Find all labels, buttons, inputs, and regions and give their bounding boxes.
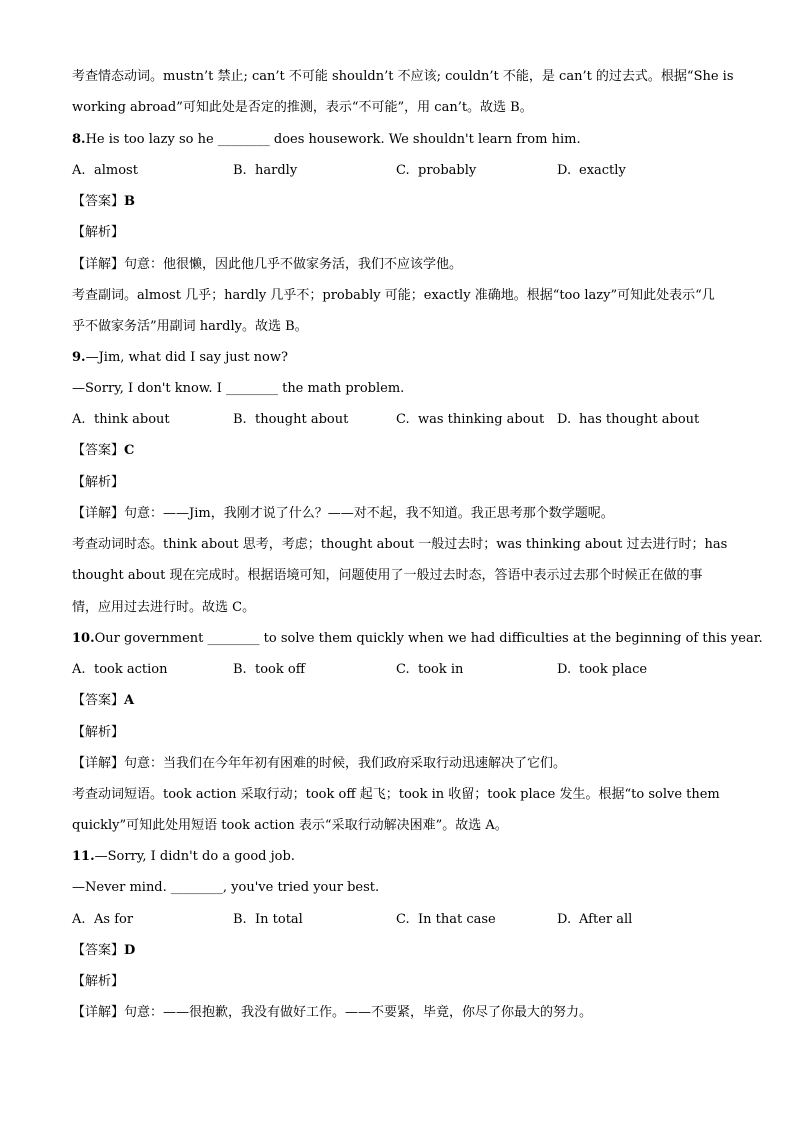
answer-value: C [124, 443, 135, 458]
answer-line: 【答案】D [72, 943, 136, 958]
answer-value: B [124, 194, 136, 209]
option-a: A. As for [72, 912, 134, 927]
option-c: C. was thinking about [396, 412, 545, 427]
option-c: C. took in [396, 662, 464, 677]
answer-line: 【答案】A [72, 693, 135, 708]
explanation-line: 情，应用过去进行时。故选 C。 [72, 600, 256, 615]
option-c: C. In that case [396, 912, 496, 927]
option-d: D. has thought about [557, 412, 700, 427]
question-9 [72, 350, 288, 366]
option-b: B. In total [233, 912, 303, 927]
explanation-line: thought about 现在完成时。根据语境可知，问题使用了一般过去时态，答语中表示过去那个时候正在做的事 [72, 568, 703, 583]
question-text: —Jim, what did I say just now? [85, 350, 288, 365]
option-d: D. took place [557, 662, 648, 677]
option-b: B. thought about [233, 412, 349, 427]
option-a: A. think about [72, 412, 170, 427]
detail-line: 【详解】句意：——很抱歉，我没有做好工作。——不要紧，毕竟，你尽了你最大的努力。 [72, 1005, 593, 1020]
question-text: —Sorry, I don't know. I ________ the math problem. [72, 381, 405, 396]
question-text: —Sorry, I didn't do a good job. [94, 849, 295, 864]
analysis-label: 【解析】 [72, 475, 125, 490]
explanation-line: 乎不做家务活”用副词 hardly。故选 B。 [72, 319, 308, 334]
explanation-line: 考查动词时态。think about 思考，考虑；thought about 一般过去时；was thinking about 过去进行时；has [72, 537, 728, 552]
analysis-label: 【解析】 [72, 225, 125, 240]
analysis-label: 【解析】 [72, 725, 125, 740]
explanation-line: working abroad”可知此处是否定的推测，表示“不可能”，用 can’t。故选 B。 [72, 100, 533, 115]
explanation-line: 考查情态动词。mustn’t 禁止; can’t 不可能 shouldn’t 不应该; couldn’t 不能，是 can’t 的过去式。根据“She is [72, 69, 734, 84]
option-d: D. exactly [557, 163, 626, 178]
question-8 [72, 132, 581, 148]
explanation-line: 考查动词短语。took action 采取行动；took off 起飞；took in 收留；took place 发生。根据“to solve them [72, 787, 720, 802]
option-d: D. After all [557, 912, 633, 927]
answer-line: 【答案】C [72, 443, 135, 458]
option-a: A. took action [72, 662, 168, 677]
analysis-label: 【解析】 [72, 974, 125, 989]
question-text: He is too lazy so he ________ does housework. We shouldn't learn from him. [85, 132, 581, 147]
answer-value: A [124, 693, 135, 708]
detail-line: 【详解】句意：当我们在今年年初有困难的时候，我们政府采取行动迅速解决了它们。 [72, 756, 567, 771]
question-text: Our government ________ to solve them quickly when we had difficulties at the beginning of this year. [94, 631, 763, 646]
answer-value: D [124, 943, 136, 958]
question-number: 10. [72, 631, 95, 646]
detail-line: 【详解】句意：他很懒，因此他几乎不做家务活，我们不应该学他。 [72, 257, 463, 272]
question-10 [72, 631, 763, 647]
question-text: —Never mind. ________, you've tried your best. [72, 880, 380, 895]
explanation-line: quickly”可知此处用短语 took action 表示“采取行动解决困难”。故选 A。 [72, 818, 508, 833]
question-number: 11. [72, 849, 95, 864]
question-number: 9. [72, 350, 86, 365]
option-a: A. almost [72, 163, 138, 178]
answer-line: 【答案】B [72, 194, 136, 209]
option-c: C. probably [396, 163, 477, 178]
option-b: B. took off [233, 662, 305, 677]
option-b: B. hardly [233, 163, 298, 178]
explanation-line: 考查副词。almost 几乎；hardly 几乎不；probably 可能；exactly 准确地。根据“too lazy”可知此处表示“几 [72, 288, 715, 303]
question-11 [72, 849, 295, 865]
question-number: 8. [72, 132, 86, 147]
detail-line: 【详解】句意：——Jim，我刚才说了什么？——对不起，我不知道。我正思考那个数学题呢。 [72, 506, 614, 521]
